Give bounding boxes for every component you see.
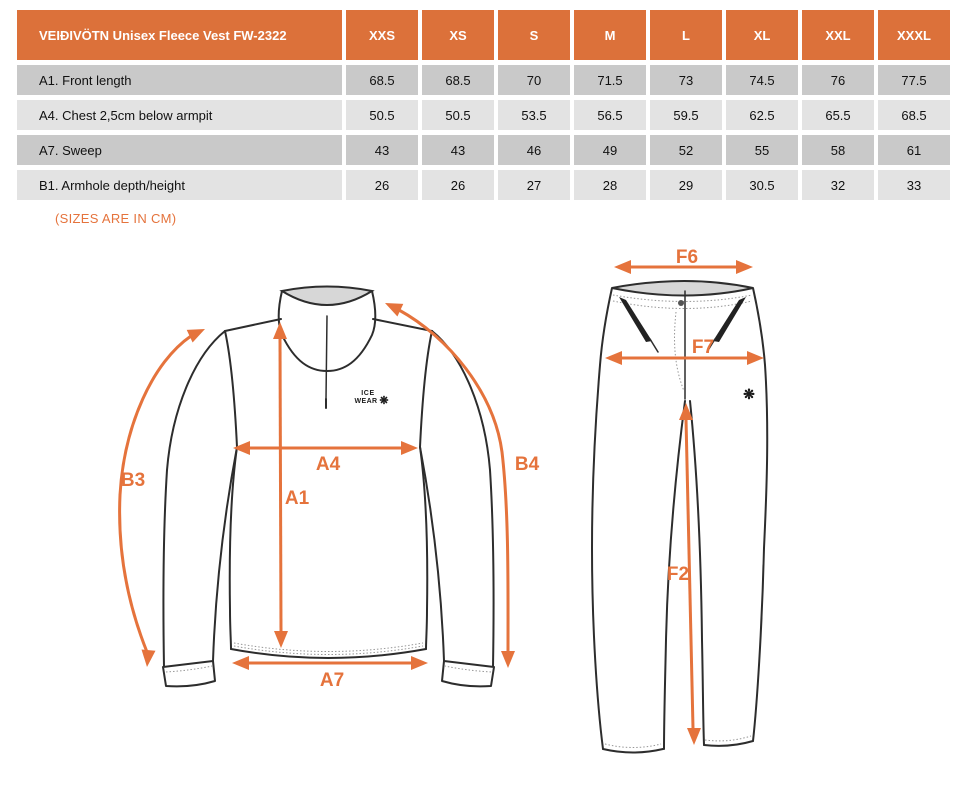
size-column-header: M bbox=[574, 10, 646, 60]
pants-waist-opening bbox=[612, 281, 753, 296]
size-value-cell: 61 bbox=[878, 135, 950, 165]
size-value-cell: 62.5 bbox=[726, 100, 798, 130]
size-value-cell: 32 bbox=[802, 170, 874, 200]
fleece-drawing bbox=[120, 287, 540, 692]
f7-label: F7 bbox=[691, 337, 715, 358]
size-column-header: XXXL bbox=[878, 10, 950, 60]
a7-arrowhead-right bbox=[411, 656, 428, 670]
a4-arrowhead-right bbox=[401, 441, 418, 455]
table-row bbox=[17, 135, 950, 165]
fleece-zipper-line bbox=[326, 316, 327, 399]
b4-arrowhead-top bbox=[385, 303, 403, 317]
fleece-left-raglan-seam bbox=[225, 331, 237, 447]
size-value-cell: 68.5 bbox=[878, 100, 950, 130]
fleece-measurements bbox=[120, 303, 540, 691]
table-row bbox=[17, 65, 950, 95]
measurement-diagram bbox=[0, 240, 967, 785]
pants-right-hem-stitch bbox=[705, 736, 751, 741]
size-value-cell: 68.5 bbox=[346, 65, 418, 95]
pants-button bbox=[678, 300, 684, 306]
pants-fly-stitch bbox=[675, 312, 684, 391]
size-value-cell: 49 bbox=[574, 135, 646, 165]
row-label: A1. Front length bbox=[17, 65, 342, 95]
table-row bbox=[17, 170, 950, 200]
size-value-cell: 58 bbox=[802, 135, 874, 165]
sizes-in-cm-note: (SIZES ARE IN CM) bbox=[55, 211, 177, 226]
size-column-header: XL bbox=[726, 10, 798, 60]
size-value-cell: 33 bbox=[878, 170, 950, 200]
a4-label: A4 bbox=[315, 454, 341, 475]
a7-label: A7 bbox=[319, 670, 345, 691]
table-header-row bbox=[17, 10, 950, 60]
f6-arrowhead-right bbox=[736, 260, 753, 274]
size-value-cell: 77.5 bbox=[878, 65, 950, 95]
table-title: VEIÐIVÖTN Unisex Fleece Vest FW-2322 bbox=[17, 10, 342, 60]
logo-text-wear: WEAR bbox=[354, 398, 378, 405]
b4-label: B4 bbox=[514, 454, 540, 475]
f2-label: F2 bbox=[666, 564, 690, 585]
fleece-left-cuff bbox=[163, 661, 215, 686]
size-value-cell: 30.5 bbox=[726, 170, 798, 200]
a1-label: A1 bbox=[284, 488, 310, 509]
a1-arrowhead-top bbox=[273, 322, 287, 339]
size-value-cell: 26 bbox=[346, 170, 418, 200]
fleece-left-shoulder-seam bbox=[225, 319, 281, 331]
size-value-cell: 50.5 bbox=[422, 100, 494, 130]
pants-left-hem bbox=[603, 749, 663, 753]
pants-left-pocket bbox=[619, 297, 652, 342]
size-column-header: XS bbox=[422, 10, 494, 60]
b3-arrow-curve bbox=[120, 336, 191, 652]
b4-arrow-curve bbox=[399, 310, 508, 652]
b3-arrowhead-top bbox=[187, 329, 205, 343]
pants-left-hem-stitch bbox=[605, 744, 661, 748]
fleece-collar-opening bbox=[282, 287, 372, 306]
size-value-cell: 65.5 bbox=[802, 100, 874, 130]
size-column-header: S bbox=[498, 10, 570, 60]
pants-right-pocket bbox=[713, 297, 746, 342]
a1-arrow bbox=[280, 338, 281, 632]
pants-drawing bbox=[592, 247, 767, 753]
size-column-header: L bbox=[650, 10, 722, 60]
b3-arrowhead-bottom bbox=[142, 650, 156, 668]
size-value-cell: 28 bbox=[574, 170, 646, 200]
snowflake-icon: ❋ bbox=[743, 386, 755, 402]
size-value-cell: 53.5 bbox=[498, 100, 570, 130]
size-value-cell: 70 bbox=[498, 65, 570, 95]
size-value-cell: 43 bbox=[422, 135, 494, 165]
size-value-cell: 27 bbox=[498, 170, 570, 200]
size-value-cell: 76 bbox=[802, 65, 874, 95]
a1-arrowhead-bottom bbox=[274, 631, 288, 648]
f6-arrowhead-left bbox=[614, 260, 631, 274]
row-label: A7. Sweep bbox=[17, 135, 342, 165]
fleece-right-raglan-seam bbox=[420, 331, 432, 447]
pants-left-pocket-line bbox=[650, 339, 658, 352]
fleece-right-cuff bbox=[442, 661, 494, 686]
size-value-cell: 26 bbox=[422, 170, 494, 200]
size-value-cell: 29 bbox=[650, 170, 722, 200]
size-value-cell: 46 bbox=[498, 135, 570, 165]
size-value-cell: 68.5 bbox=[422, 65, 494, 95]
size-column-header: XXL bbox=[802, 10, 874, 60]
size-value-cell: 52 bbox=[650, 135, 722, 165]
size-value-cell: 74.5 bbox=[726, 65, 798, 95]
b4-arrowhead-bottom bbox=[501, 651, 515, 668]
size-column-header: XXS bbox=[346, 10, 418, 60]
row-label: A4. Chest 2,5cm below armpit bbox=[17, 100, 342, 130]
size-value-cell: 50.5 bbox=[346, 100, 418, 130]
size-chart-table bbox=[13, 5, 954, 205]
size-value-cell: 73 bbox=[650, 65, 722, 95]
pants-right-hem bbox=[704, 741, 753, 746]
f2-arrowhead-bottom bbox=[687, 728, 701, 745]
f7-arrowhead-left bbox=[605, 351, 622, 365]
b3-label: B3 bbox=[120, 470, 146, 491]
table-row bbox=[17, 100, 950, 130]
f6-label: F6 bbox=[675, 247, 699, 268]
size-value-cell: 56.5 bbox=[574, 100, 646, 130]
size-value-cell: 71.5 bbox=[574, 65, 646, 95]
f7-arrowhead-right bbox=[747, 351, 764, 365]
snowflake-icon: ❋ bbox=[379, 395, 389, 407]
row-label: B1. Armhole depth/height bbox=[17, 170, 342, 200]
size-value-cell: 59.5 bbox=[650, 100, 722, 130]
a7-arrowhead-left bbox=[232, 656, 249, 670]
size-value-cell: 55 bbox=[726, 135, 798, 165]
icewear-logo bbox=[355, 390, 389, 407]
size-value-cell: 43 bbox=[346, 135, 418, 165]
logo-text-ice: ICE bbox=[361, 390, 375, 397]
fleece-hem bbox=[231, 649, 426, 658]
